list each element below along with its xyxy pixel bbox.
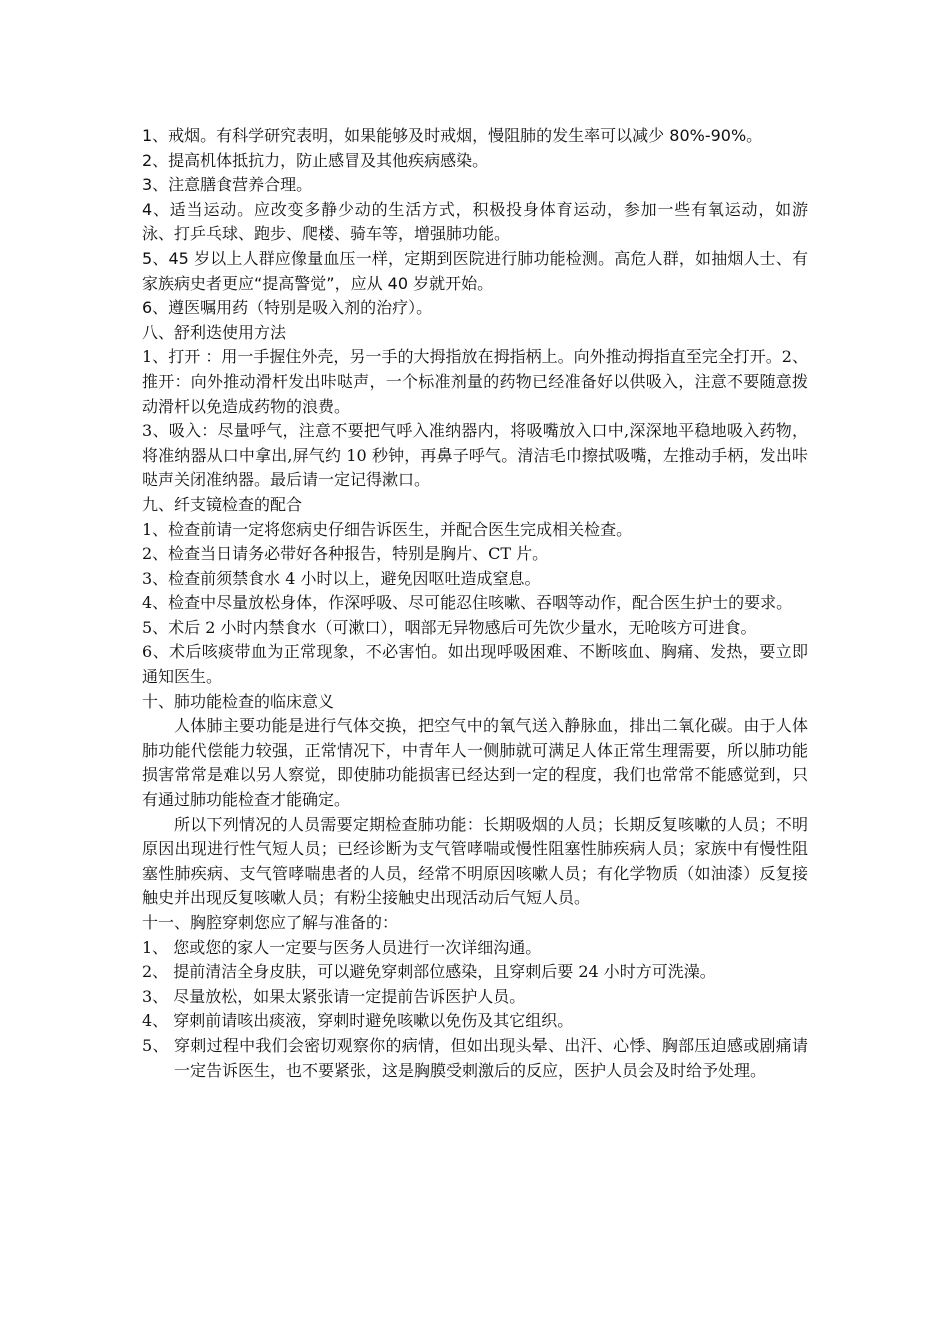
prevention-item: 1、戒烟。有科学研究表明，如果能够及时戒烟，慢阻肺的发生率可以减少 80%-90%。 [142, 126, 763, 145]
section-heading: 十一、胸腔穿刺您应了解与准备的： [142, 913, 399, 932]
lung-function-paragraph: 人体肺主要功能是进行气体交换，把空气中的氧气送入静脉血，排出二氧化碳。由于人体肺功能代偿能力较强，正常情况下，中青年人一侧肺就可满足人体正常生理需要，所以肺功能损害常常是难以另人察觉，即使肺功能损害已经达到一定的程度，我们也常常不能感觉到，只有通过肺功能检查才能确定。 [142, 716, 808, 810]
thoracentesis-item: 5、 穿刺过程中我们会密切观察你的病情，但如出现头晕、出汗、心悸、胸部压迫感或剧痛请一定告诉医生，也不要紧张，这是胸膜受刺激后的反应，医护人员会及时给予处理。 [142, 1035, 808, 1080]
thoracentesis-item: 1、 您或您的家人一定要与医务人员进行一次详细沟通。 [142, 937, 542, 957]
prevention-item: 6、遵医嘱用药（特别是吸入剂的治疗）。 [142, 298, 433, 318]
bronchoscopy-item: 5、术后 2 小时内禁食水（可漱口），咽部无异物感后可先饮少量水，无呛咳方可进食。 [142, 617, 757, 637]
prevention-item: 2、提高机体抵抗力，防止感冒及其他疾病感染。 [142, 150, 489, 170]
prevention-item: 3、注意膳食营养合理。 [142, 175, 313, 195]
lung-function-paragraph: 所以下列情况的人员需要定期检查肺功能：长期吸烟的人员；长期反复咳嗽的人员；不明原因出现进行性气短人员；已经诊断为支气管哮喘或慢性阻塞性肺疾病人员；家族中有慢性阻塞性肺疾病、支气管哮喘患者的人员，经常不明原因咳嗽人员；有化学物质（如油漆）反复接触史并出现反复咳嗽人员；有粉尘接触史出现活动后气短人员。 [142, 814, 808, 908]
bronchoscopy-item: 1、检查前请一定将您病史仔细告诉医生，并配合医生完成相关检查。 [142, 519, 633, 539]
bronchoscopy-item: 6、术后咳痰带血为正常现象，不必害怕。如出现呼吸困难、不断咳血、胸痛、发热，要立即通知医生。 [142, 642, 808, 687]
section-heading: 八、舒利迭使用方法 [142, 322, 287, 342]
prevention-item: 5、45 岁以上人群应像量血压一样，定期到医院进行肺功能检测。高危人群，如抽烟人士、有家族病史者更应“提高警觉”，应从 40 岁就开始。 [142, 248, 808, 293]
inhaler-step-paragraph: 1、打开 ：用一手握住外壳，另一手的大拇指放在拇指柄上。向外推动拇指直至完全打开。2、推开：向外推动滑杆发出咔哒声，一个标准剂量的药物已经准备好以供吸入，注意不要随意拨动滑杆以免造成药物的浪费。 [142, 347, 808, 416]
prevention-item: 4、适当运动。应改变多静少动的生活方式，积极投身体育运动，参加一些有氧运动，如游泳、打乒乓球、跑步、爬楼、骑车等，增强肺功能。 [142, 199, 808, 244]
bronchoscopy-item: 3、检查前须禁食水 4 小时以上，避免因呕吐造成窒息。 [142, 568, 541, 588]
section-heading: 九、纤支镜检查的配合 [142, 494, 303, 514]
inhaler-step-paragraph: 3、吸入：尽量呼气，注意不要把气呼入准纳器内，将吸嘴放入口中,深深地平稳地吸入药物，将准纳器从口中拿出,屏气约 10 秒钟，再鼻子呼气。清洁毛巾擦拭吸嘴，左推动手柄，发出咔哒声关闭准纳器。最后请一定记得漱口。 [142, 421, 808, 490]
document-body [142, 124, 808, 1083]
section-heading: 十、肺功能检查的临床意义 [142, 691, 335, 711]
bronchoscopy-item: 2、检查当日请务必带好各种报告，特别是胸片、CT 片。 [142, 544, 549, 564]
thoracentesis-item: 4、 穿刺前请咳出痰液，穿刺时避免咳嗽以免伤及其它组织。 [142, 1011, 574, 1031]
thoracentesis-item: 2、 提前清洁全身皮肤，可以避免穿刺部位感染，且穿刺后要 24 小时方可洗澡。 [142, 962, 716, 982]
bronchoscopy-item: 4、检查中尽量放松身体，作深呼吸、尽可能忍住咳嗽、吞咽等动作，配合医生护士的要求。 [142, 593, 793, 613]
thoracentesis-item: 3、 尽量放松，如果太紧张请一定提前告诉医护人员。 [142, 986, 526, 1006]
